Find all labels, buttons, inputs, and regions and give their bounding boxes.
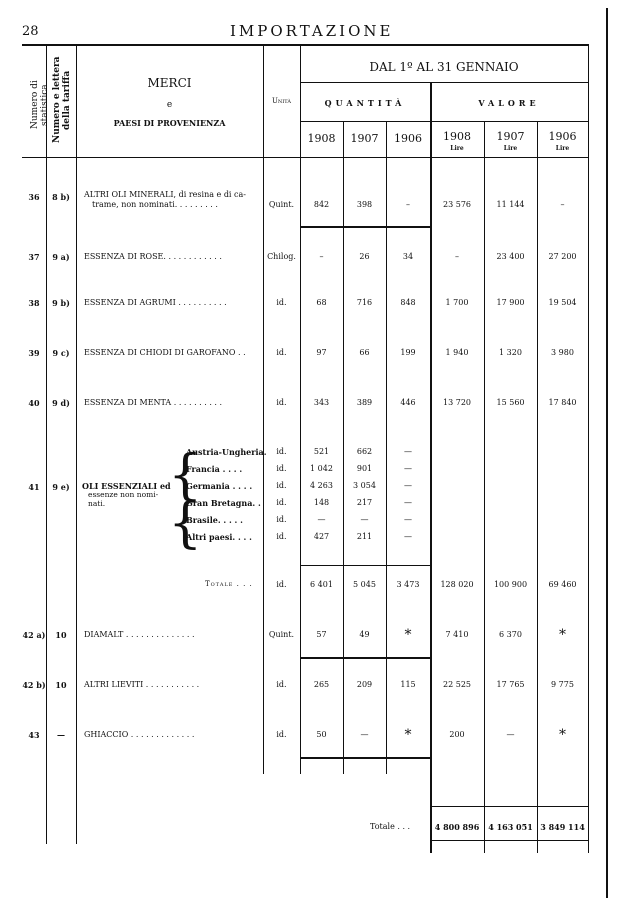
header-lire-1907: Lire bbox=[503, 145, 518, 152]
q-1908: 97 bbox=[316, 348, 327, 357]
stat-number: 43 bbox=[28, 730, 40, 740]
tariffa: 9 d) bbox=[52, 398, 70, 408]
q-1906: – bbox=[406, 200, 410, 209]
v-1908: 7 410 bbox=[445, 630, 469, 639]
q-1908: 4 263 bbox=[310, 481, 333, 490]
q-1908: 265 bbox=[313, 680, 330, 689]
q-1907: — bbox=[360, 515, 369, 524]
v-1906: 9 775 bbox=[551, 680, 574, 689]
q-1906: * bbox=[404, 727, 412, 743]
header-q-1907: 1907 bbox=[350, 132, 379, 145]
q-1908: – bbox=[319, 252, 324, 261]
q-1908: 1 042 bbox=[310, 464, 333, 473]
v-1908: – bbox=[455, 252, 459, 261]
merce-description-3: nati. bbox=[88, 499, 106, 508]
q-1906: 199 bbox=[400, 348, 416, 357]
v-1908: 200 bbox=[449, 730, 465, 739]
q-1907: 716 bbox=[356, 298, 373, 307]
unita: id. bbox=[276, 680, 287, 689]
q-1906: 446 bbox=[400, 398, 416, 407]
paese: Brasile. . . . . bbox=[186, 515, 243, 525]
q-1907: 662 bbox=[356, 447, 373, 456]
unita: id. bbox=[276, 498, 287, 507]
q-1906: 848 bbox=[400, 298, 416, 307]
header-numero-statistica: Numero di statistica bbox=[30, 80, 50, 130]
totale-q-1908: 6 401 bbox=[310, 580, 333, 589]
q-1907: 398 bbox=[356, 200, 373, 209]
page-title: IMPORTAZIONE bbox=[230, 22, 394, 40]
header-v-1906: 1906 bbox=[548, 130, 577, 143]
merce-description: ALTRI LIEVITI . . . . . . . . . . . bbox=[84, 680, 200, 689]
merce-description: ESSENZA DI AGRUMI . . . . . . . . . . bbox=[84, 298, 227, 307]
q-1906: — bbox=[404, 447, 412, 456]
grand-total-1908: 4 800 896 bbox=[434, 822, 480, 832]
totale-q-1906: 3 473 bbox=[396, 580, 420, 589]
merce-description-2: trame, non nominati. . . . . . . . . bbox=[92, 200, 218, 209]
merce-description: ALTRI OLI MINERALI, di resina e di ca- bbox=[84, 190, 246, 199]
q-1907: — bbox=[360, 730, 369, 739]
tariffa: 9 b) bbox=[52, 298, 70, 308]
merce-description: ESSENZA DI MENTA . . . . . . . . . . bbox=[84, 398, 223, 407]
totale-v-1906: 69 460 bbox=[548, 580, 577, 589]
stat-number: 42 b) bbox=[22, 680, 46, 690]
v-1907: 11 144 bbox=[496, 200, 525, 209]
v-1907: 17 765 bbox=[496, 680, 525, 689]
q-1906: — bbox=[404, 498, 412, 507]
q-1907: 389 bbox=[356, 398, 373, 407]
grand-total-1906: 3 849 114 bbox=[540, 822, 585, 832]
header-v-1908: 1908 bbox=[443, 130, 471, 143]
merce-description: GHIACCIO . . . . . . . . . . . . . bbox=[84, 730, 195, 739]
q-1906: — bbox=[404, 464, 412, 473]
q-1907: 209 bbox=[356, 680, 373, 689]
stat-number: 42 a) bbox=[22, 630, 46, 640]
header-period: DAL 1º AL 31 GENNAIO bbox=[369, 60, 519, 74]
tariffa: 9 a) bbox=[52, 252, 70, 262]
v-1906: 3 980 bbox=[551, 348, 574, 357]
unita: id. bbox=[276, 481, 287, 490]
unita: id. bbox=[276, 298, 287, 307]
tariffa: 9 c) bbox=[52, 348, 70, 358]
v-1906: * bbox=[559, 627, 566, 643]
tariffa: 8 b) bbox=[52, 192, 70, 202]
stat-number: 37 bbox=[28, 252, 40, 262]
merce-description: ESSENZA DI CHIODI DI GAROFANO . . bbox=[84, 348, 246, 357]
tariffa: 9 e) bbox=[52, 482, 70, 492]
q-1906: 34 bbox=[402, 252, 414, 261]
totale-label: Totale . . . bbox=[205, 580, 253, 588]
q-1907: 66 bbox=[359, 348, 370, 357]
v-1907: — bbox=[506, 730, 515, 739]
unita: id. bbox=[276, 730, 287, 739]
unita: id. bbox=[276, 515, 287, 524]
unita: id. bbox=[276, 348, 287, 357]
totale-v-1908: 128 020 bbox=[440, 580, 474, 589]
unita: id. bbox=[276, 398, 287, 407]
v-1908: 1 700 bbox=[445, 298, 469, 307]
q-1907: 49 bbox=[359, 630, 370, 639]
header-unita: Unità bbox=[272, 97, 291, 105]
stat-number: 39 bbox=[28, 348, 40, 358]
header-valore: VALORE bbox=[478, 98, 540, 108]
v-1906: – bbox=[560, 200, 565, 209]
merce-description-2: essenze non nomi- bbox=[88, 490, 159, 499]
tariffa: — bbox=[57, 730, 65, 740]
q-1908: 343 bbox=[313, 398, 330, 407]
q-1908: 50 bbox=[316, 730, 327, 739]
tariffa: 10 bbox=[55, 630, 67, 640]
v-1907: 1 320 bbox=[499, 348, 522, 357]
paese: Germania . . . . bbox=[186, 481, 253, 491]
header-v-1907: 1907 bbox=[496, 130, 525, 143]
stat-number: 41 bbox=[28, 482, 40, 492]
q-1908: 427 bbox=[313, 532, 330, 541]
paese: Gran Bretagna. . bbox=[186, 498, 261, 508]
q-1906: 115 bbox=[400, 680, 416, 689]
unita: id. bbox=[276, 532, 287, 541]
grand-total-1907: 4 163 051 bbox=[488, 822, 533, 832]
q-1907: 217 bbox=[356, 498, 373, 507]
q-1908: 842 bbox=[313, 200, 330, 209]
stat-number: 36 bbox=[28, 192, 40, 202]
totale-unita: id. bbox=[276, 580, 287, 589]
q-1906: — bbox=[404, 532, 412, 541]
unita: Quint. bbox=[268, 200, 295, 209]
q-1907: 3 054 bbox=[353, 481, 376, 490]
header-lire-1906: Lire bbox=[555, 145, 570, 152]
stat-number: 40 bbox=[28, 398, 40, 408]
q-1906: — bbox=[404, 481, 412, 490]
merce-description: DIAMALT . . . . . . . . . . . . . . bbox=[84, 630, 195, 639]
page-edge bbox=[606, 8, 608, 898]
header-merci: MERCI bbox=[147, 76, 192, 90]
header-q-1906: 1906 bbox=[394, 132, 422, 145]
v-1906: * bbox=[559, 727, 566, 743]
v-1908: 22 525 bbox=[443, 680, 471, 689]
q-1908: 148 bbox=[313, 498, 330, 507]
v-1908: 1 940 bbox=[445, 348, 469, 357]
totale-v-1907: 100 900 bbox=[493, 580, 528, 589]
header-quantita: QUANTITÀ bbox=[324, 98, 406, 108]
unita: Chilog. bbox=[267, 252, 296, 261]
merce-description: OLI ESSENZIALI ed bbox=[82, 481, 171, 491]
v-1907: 17 900 bbox=[496, 298, 525, 307]
unita: Quint. bbox=[268, 630, 295, 639]
paese: Francia . . . . bbox=[186, 464, 243, 474]
q-1908: 57 bbox=[316, 630, 327, 639]
paese: Altri paesi. . . . bbox=[186, 532, 252, 542]
v-1906: 17 840 bbox=[548, 398, 577, 407]
page-number: 28 bbox=[22, 24, 39, 39]
q-1908: — bbox=[317, 515, 326, 524]
q-1908: 521 bbox=[313, 447, 330, 456]
v-1908: 23 576 bbox=[443, 200, 471, 209]
tariffa: 10 bbox=[55, 680, 67, 690]
merce-description: ESSENZA DI ROSE. . . . . . . . . . . . bbox=[84, 252, 222, 261]
header-numero-lettera-tariffa: Numero e lettera della tariffa bbox=[52, 56, 72, 144]
header-q-1908: 1908 bbox=[307, 132, 336, 145]
q-1908: 68 bbox=[316, 298, 327, 307]
v-1907: 23 400 bbox=[496, 252, 525, 261]
unita: id. bbox=[276, 464, 287, 473]
q-1907: 901 bbox=[356, 464, 373, 473]
v-1906: 27 200 bbox=[548, 252, 577, 261]
brace-open-lower: { bbox=[168, 491, 203, 554]
stat-number: 38 bbox=[28, 298, 40, 308]
brace-open: { bbox=[168, 443, 203, 506]
header-lire-1908: Lire bbox=[450, 145, 464, 152]
header-paesi: PAESI DI PROVENIENZA bbox=[113, 118, 226, 128]
header-e: e bbox=[166, 100, 173, 110]
paese: Austria-Ungheria. bbox=[186, 447, 267, 457]
v-1907: 15 560 bbox=[496, 398, 525, 407]
v-1908: 13 720 bbox=[443, 398, 471, 407]
unita: id. bbox=[276, 447, 287, 456]
q-1907: 26 bbox=[359, 252, 370, 261]
totale-q-1907: 5 045 bbox=[353, 580, 376, 589]
q-1907: 211 bbox=[356, 532, 373, 541]
v-1906: 19 504 bbox=[548, 298, 577, 307]
q-1906: * bbox=[404, 627, 412, 643]
v-1907: 6 370 bbox=[499, 630, 522, 639]
q-1906: — bbox=[404, 515, 412, 524]
grand-total-label: Totale . . . bbox=[370, 822, 411, 831]
